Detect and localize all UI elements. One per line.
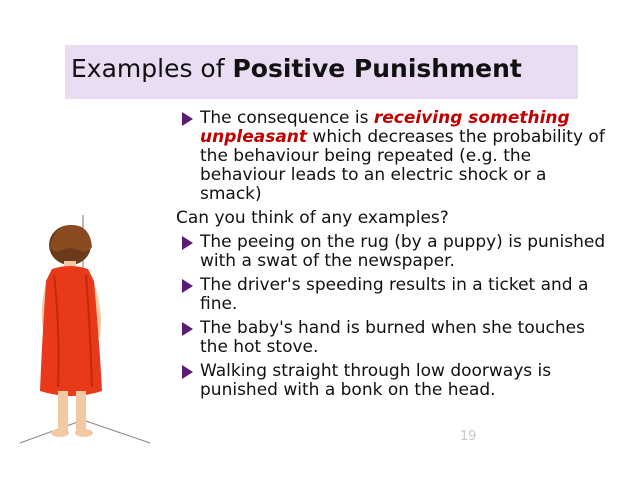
example-text-3: The baby's hand is burned when she touches the hot stove.: [200, 318, 585, 357]
child-in-corner-illustration: [0, 215, 180, 479]
title-bar: [65, 45, 578, 99]
slide-number: 19: [460, 429, 477, 444]
title-prefix: Examples of: [71, 54, 233, 83]
bullet-arrow-icon: [182, 365, 193, 379]
definition-text-after: which decreases the probability of the behaviour being repeated (e.g. the behaviour leads to an electric shock or a smack): [200, 127, 605, 204]
definition-text-before: The consequence is: [200, 108, 374, 128]
example-bullet-1: [176, 233, 606, 271]
slide-title: [71, 54, 522, 83]
example-text-1: The peeing on the rug (by a puppy) is punished with a swat of the newspaper.: [200, 232, 606, 271]
bullet-arrow-icon: [182, 236, 193, 250]
bullet-arrow-icon: [182, 112, 193, 126]
title-bold: Positive Punishment: [232, 54, 522, 83]
example-bullet-4: [176, 362, 606, 400]
example-bullet-3: [176, 319, 606, 357]
bullet-arrow-icon: [182, 322, 193, 336]
example-text-4: Walking straight through low doorways is punished with a bonk on the head.: [200, 361, 552, 400]
question-text: Can you think of any examples?: [176, 208, 449, 228]
example-bullet-2: [176, 276, 606, 314]
bullet-arrow-icon: [182, 279, 193, 293]
example-text-2: The driver's speeding results in a ticket and a fine.: [200, 275, 589, 314]
slide-body: [176, 109, 606, 405]
definition-bullet: [176, 109, 606, 204]
definition-emphasis: receiving something unpleasant: [200, 108, 570, 147]
